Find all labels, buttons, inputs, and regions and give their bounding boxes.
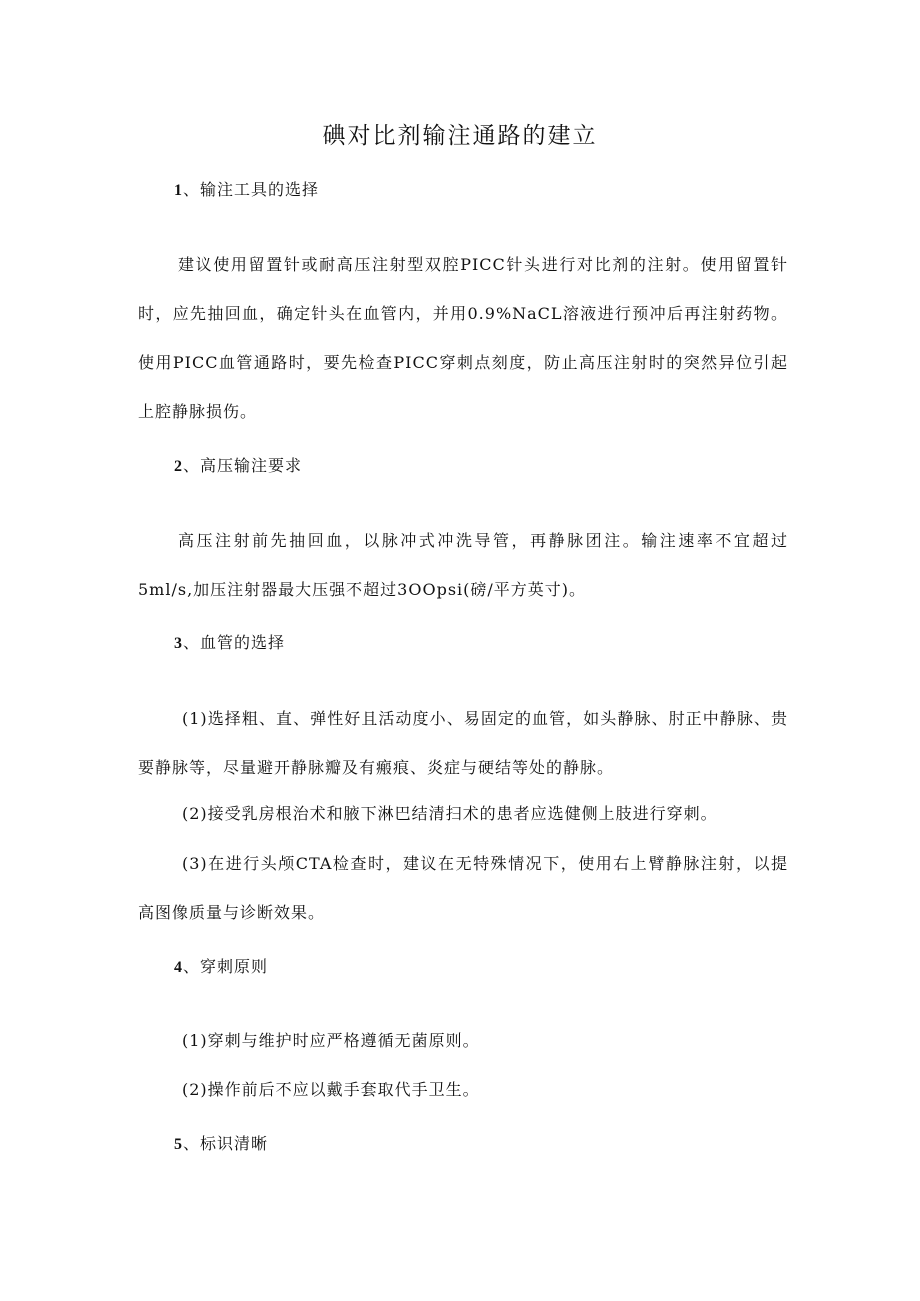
section-heading-1: [174, 178, 319, 203]
section-heading-3: [174, 631, 285, 656]
paragraph: 建议使用留置针或耐高压注射型双腔PICC针头进行对比剂的注射。使用留置针时，应先抽回血，确定针头在血管内，并用0.9%NaCL溶液进行预冲后再注射药物。使用PICC血管通路时，要先检查PICC穿刺点刻度，防止高压注射时的突然异位引起上腔静脉损伤。: [138, 255, 788, 421]
section-heading-4: [174, 955, 268, 980]
section-title: 、高压输注要求: [183, 456, 303, 475]
section-number: 3: [174, 635, 183, 652]
list-item: (1)选择粗、直、弹性好且活动度小、易固定的血管，如头静脉、肘正中静脉、贵要静脉等，尽量避开静脉瓣及有瘢痕、炎症与硬结等处的静脉。: [138, 709, 788, 777]
section-title: 、输注工具的选择: [183, 180, 320, 199]
section-title: 、穿刺原则: [183, 957, 269, 976]
section-title: 、血管的选择: [183, 633, 286, 652]
section-heading-5: [174, 1132, 268, 1157]
list-item: (3)在进行头颅CTA检查时，建议在无特殊情况下，使用右上臂静脉注射，以提高图像质量与诊断效果。: [138, 854, 788, 922]
list-item: (1)穿刺与维护时应严格遵循无菌原则。: [182, 1031, 480, 1050]
section-title: 、标识清晰: [183, 1134, 269, 1153]
paragraph: 高压注射前先抽回血，以脉冲式冲洗导管，再静脉团注。输注速率不宜超过5ml∕s,加压注射器最大压强不超过3OOpsi(磅/平方英寸)。: [138, 531, 788, 599]
section-number: 2: [174, 458, 183, 475]
section-number: 4: [174, 959, 183, 976]
section-number: 1: [174, 182, 183, 199]
section-heading-2: [174, 454, 302, 479]
list-item: (2)操作前后不应以戴手套取代手卫生。: [182, 1080, 480, 1099]
list-item: (2)接受乳房根治术和腋下淋巴结清扫术的患者应选健侧上肢进行穿刺。: [182, 804, 718, 823]
page-title: 碘对比剂输注通路的建立: [322, 123, 598, 149]
section-number: 5: [174, 1136, 183, 1153]
